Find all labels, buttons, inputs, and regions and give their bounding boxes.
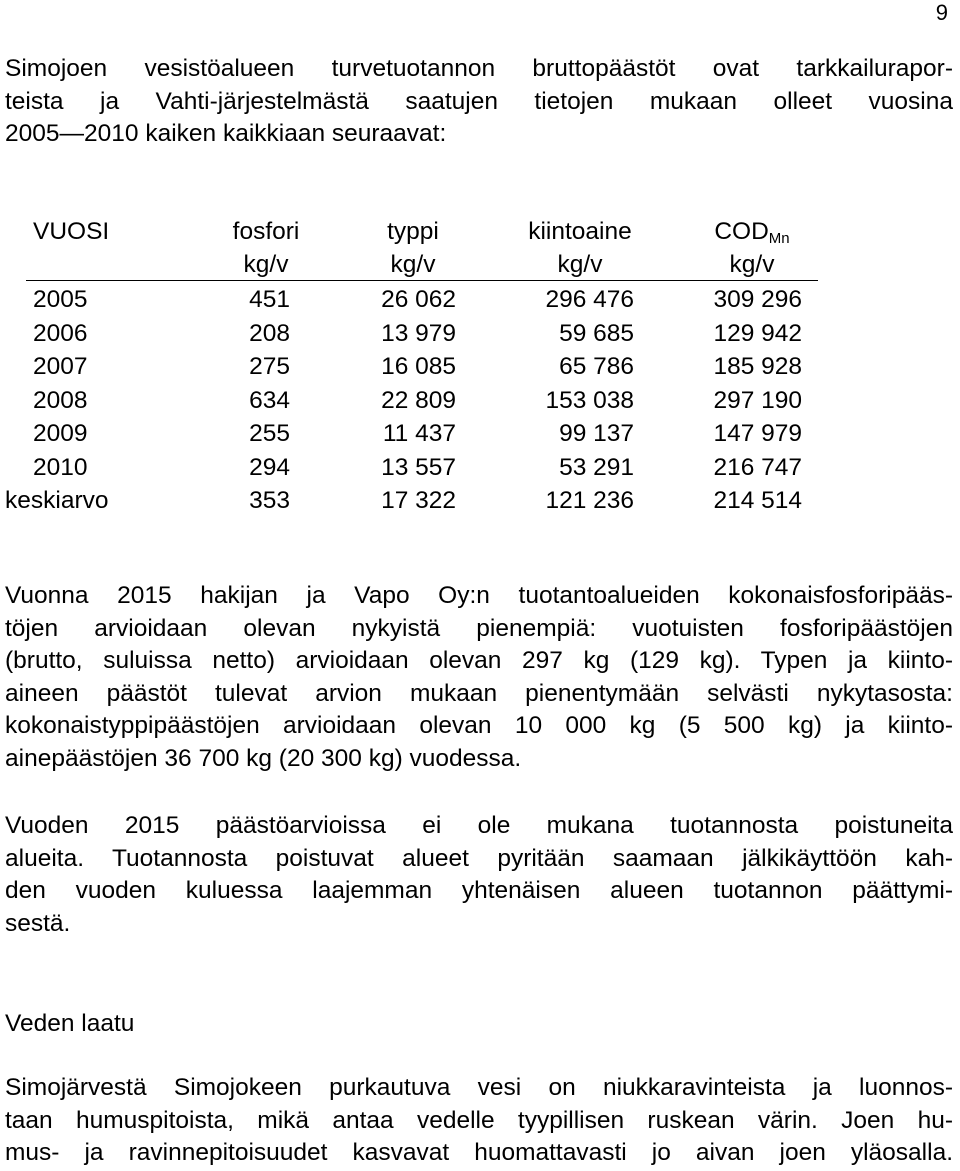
table-cell-cod: 147 979 (713, 420, 802, 447)
table-cell-typpi: 26 062 (381, 286, 456, 313)
text-line: Simojoen vesistöalueen turvetuotannon bruttopäästöt ovat tarkkailurapor- (5, 55, 953, 82)
text-line: (brutto, suluissa netto) arvioidaan olevan 297 kg (129 kg). Typen ja kiinto- (5, 647, 953, 674)
header-kiintoaine: kiintoaine (528, 218, 632, 245)
text-line: ainepäästöjen 36 700 kg (20 300 kg) vuodessa. (5, 744, 522, 772)
intro-paragraph (5, 53, 953, 151)
table-cell-cod: 309 296 (713, 286, 802, 313)
header-fosfori: fosfori (232, 218, 300, 245)
table-cell-kiintoaine: 65 786 (559, 353, 634, 380)
table-cell-cod: 185 928 (713, 353, 802, 380)
text-line: aineen päästöt tulevat arvion mukaan pienentymään selvästi nykytasosta: (5, 679, 953, 707)
table-cell-year: 2009 (33, 420, 88, 447)
table-cell-fosfori: 634 (249, 386, 290, 414)
text-line: Vuoden 2015 päästöarvioissa ei ole mukana tuotannosta poistuneita (5, 812, 953, 839)
text-line: taan humuspitoista, mikä antaa vedelle tyypillisen ruskean värin. Joen hu- (5, 1106, 953, 1134)
text-line: Simojärvestä Simojokeen purkautuva vesi on niukkaravinteista ja luonnos- (5, 1074, 953, 1101)
table-cell-typpi: 22 809 (381, 386, 456, 414)
header-unit: kg/v (557, 251, 603, 278)
text-line: 2005—2010 kaiken kaikkiaan seuraavat: (5, 120, 447, 147)
paragraph-removed-areas (5, 810, 953, 940)
text-line: mus- ja ravinnepitoisuudet kasvavat huomattavasti jo aivan joen yläosalla. (5, 1139, 953, 1166)
table-cell-kiintoaine: 296 476 (545, 286, 634, 313)
text-line: töjen arvioidaan olevan nykyistä pienempiä: vuotuisten fosforipäästöjen (5, 614, 953, 642)
table-cell-typpi: 13 979 (381, 319, 456, 347)
table-cell-year: 2006 (33, 319, 88, 347)
table-cell-cod: 216 747 (713, 453, 802, 481)
table-cell-fosfori: 255 (249, 420, 290, 447)
table-cell-fosfori: 353 (249, 487, 290, 514)
header-year: VUOSI (33, 218, 110, 245)
table-cell-fosfori: 208 (249, 319, 290, 347)
text-line: sestä. (5, 909, 71, 937)
header-unit: kg/v (390, 251, 436, 278)
table-cell-kiintoaine: 121 236 (545, 487, 634, 514)
table-cell-cod: 129 942 (713, 319, 802, 347)
page-number: 9 (935, 0, 948, 25)
header-typpi: typpi (387, 218, 439, 245)
header-cod-label: COD (714, 218, 769, 245)
table-cell-kiintoaine: 153 038 (545, 386, 634, 414)
header-unit: kg/v (729, 251, 775, 278)
table-cell-typpi: 17 322 (381, 487, 456, 514)
table-cell-year: 2008 (33, 386, 88, 414)
table-cell-year: 2007 (33, 353, 88, 380)
table-cell-kiintoaine: 53 291 (559, 453, 634, 481)
table-cell-cod: 297 190 (713, 386, 802, 414)
table-cell-year: 2005 (33, 286, 88, 313)
text-line: Vuonna 2015 hakijan ja Vapo Oy:n tuotantoalueiden kokonaisfosforipääs- (5, 582, 953, 609)
table-cell-kiintoaine: 59 685 (559, 319, 634, 347)
section-heading: Veden laatu (5, 1010, 135, 1037)
table-cell-fosfori: 451 (249, 286, 290, 313)
table-cell-typpi: 11 437 (382, 420, 456, 447)
text-line: alueita. Tuotannosta poistuvat alueet pyritään saamaan jälkikäyttöön kah- (5, 844, 953, 872)
paragraph-water-quality (5, 1072, 953, 1170)
table-cell-fosfori: 294 (249, 453, 290, 481)
table-cell-year: keskiarvo (5, 487, 109, 514)
table-header-rule (26, 280, 818, 281)
text-line: den vuoden kuluessa laajemman yhtenäisen alueen tuotannon päättymi- (5, 877, 953, 904)
table-cell-year: 2010 (33, 453, 88, 481)
text-line: teista ja Vahti-järjestelmästä saatujen tietojen mukaan olleet vuosina (5, 87, 953, 115)
table-cell-typpi: 16 085 (381, 353, 456, 380)
text-line: kokonaistyppipäästöjen arvioidaan olevan 10 000 kg (5 500 kg) ja kiinto- (5, 712, 953, 739)
header-cod-subscript: Mn (768, 230, 790, 247)
header-unit: kg/v (243, 251, 289, 278)
paragraph-2015-estimate (5, 580, 953, 775)
table-cell-typpi: 13 557 (381, 453, 456, 481)
table-cell-fosfori: 275 (249, 353, 290, 380)
header-cod (692, 217, 812, 254)
table-cell-kiintoaine: 99 137 (559, 420, 634, 447)
table-cell-cod: 214 514 (713, 487, 802, 514)
